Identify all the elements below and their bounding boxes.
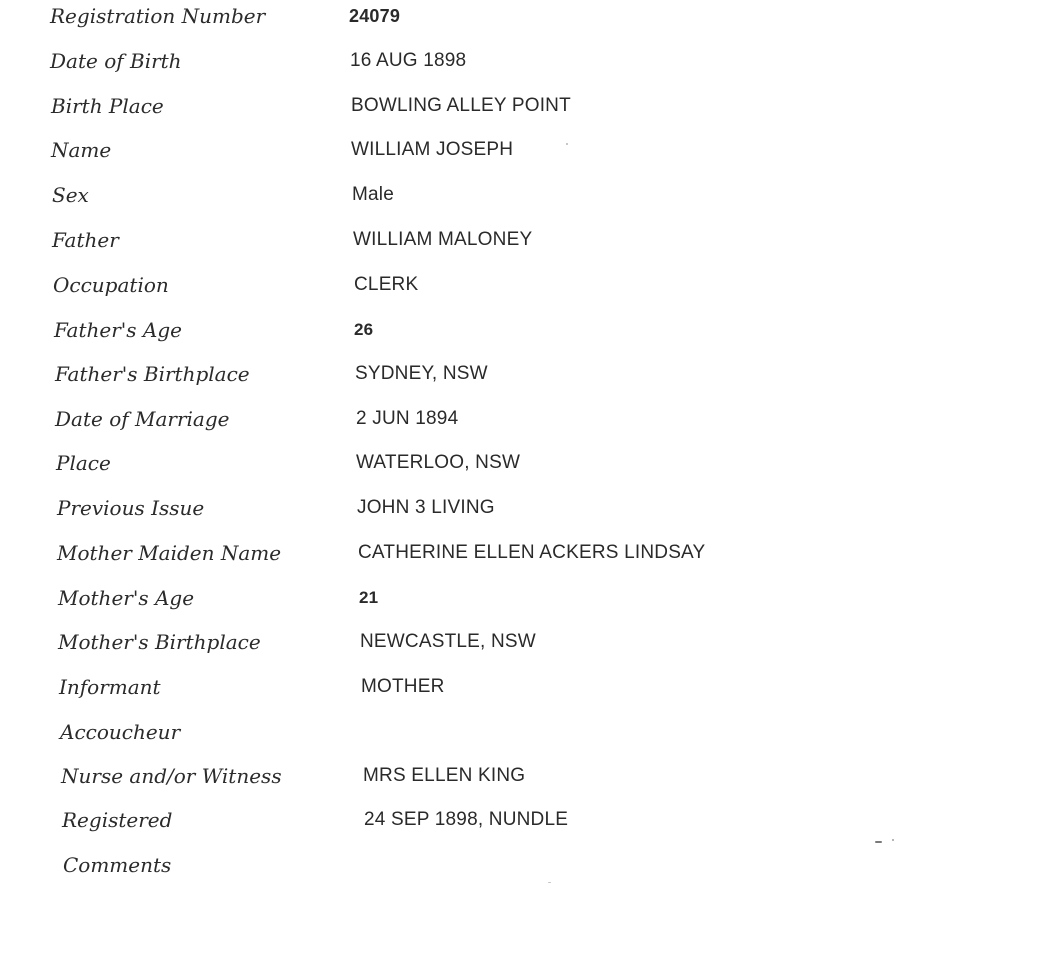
record-row-registration-number	[0, 1, 1000, 41]
field-value: WATERLOO, NSW	[356, 452, 521, 473]
field-label: Place	[56, 451, 111, 475]
record-row-occupation	[0, 270, 1000, 310]
record-row-informant	[0, 672, 1000, 712]
record-row-accoucheur	[0, 717, 1000, 757]
field-value: JOHN 3 LIVING	[357, 497, 495, 518]
field-label: Registered	[62, 808, 173, 832]
record-row-mothers-birthplace	[0, 627, 1000, 667]
field-value: NEWCASTLE, NSW	[360, 631, 536, 652]
record-row-date-of-birth	[0, 46, 1000, 86]
record-row-father	[0, 225, 1000, 265]
field-label: Occupation	[53, 273, 169, 297]
record-row-fathers-age	[0, 315, 1000, 355]
field-value: MRS ELLEN KING	[363, 765, 526, 786]
field-label: Registration Number	[50, 4, 266, 28]
field-value: CLERK	[354, 274, 419, 295]
scan-speck	[566, 143, 568, 145]
field-value: 24079	[349, 6, 401, 26]
record-row-date-of-marriage	[0, 404, 1000, 444]
field-label: Father's Age	[54, 318, 182, 342]
record-row-registered	[0, 805, 1000, 845]
field-label: Comments	[63, 853, 172, 877]
record-row-fathers-birthplace	[0, 359, 1000, 399]
field-value: 21	[359, 588, 379, 607]
field-label: Sex	[52, 183, 89, 207]
record-row-birth-place	[0, 91, 1000, 131]
field-value: Male	[352, 184, 394, 205]
field-label: Mother's Birthplace	[58, 630, 261, 654]
field-value: 26	[354, 320, 374, 339]
field-value: SYDNEY, NSW	[355, 363, 488, 384]
field-label: Father's Birthplace	[55, 362, 250, 386]
field-label: Nurse and/or Witness	[61, 764, 282, 788]
scan-speck	[875, 841, 882, 843]
field-label: Father	[52, 228, 119, 252]
field-label: Mother's Age	[58, 586, 195, 610]
record-row-previous-issue	[0, 493, 1000, 533]
field-value: MOTHER	[361, 676, 445, 697]
field-value: 24 SEP 1898, NUNDLE	[364, 809, 569, 830]
field-value: 2 JUN 1894	[356, 408, 459, 429]
record-row-mothers-age	[0, 583, 1000, 623]
field-label: Informant	[59, 675, 161, 699]
field-label: Previous Issue	[57, 496, 205, 520]
record-row-name	[0, 135, 1000, 175]
field-label: Birth Place	[51, 94, 164, 118]
field-value: WILLIAM JOSEPH	[351, 139, 514, 160]
record-row-sex	[0, 180, 1000, 220]
field-label: Date of Birth	[50, 49, 182, 73]
field-label: Accoucheur	[60, 720, 181, 744]
scan-speck	[548, 882, 551, 883]
field-value: BOWLING ALLEY POINT	[351, 95, 571, 116]
field-label: Name	[51, 138, 112, 162]
record-row-mother-maiden-name	[0, 538, 1000, 578]
record-row-nurse-witness	[0, 761, 1000, 801]
field-value: 16 AUG 1898	[350, 50, 467, 71]
field-value: CATHERINE ELLEN ACKERS LINDSAY	[358, 542, 706, 563]
record-row-comments	[0, 850, 1000, 890]
field-label: Date of Marriage	[55, 407, 230, 431]
record-row-place	[0, 448, 1000, 488]
field-label: Mother Maiden Name	[57, 541, 282, 565]
scan-speck	[892, 839, 894, 841]
field-value: WILLIAM MALONEY	[353, 229, 533, 250]
